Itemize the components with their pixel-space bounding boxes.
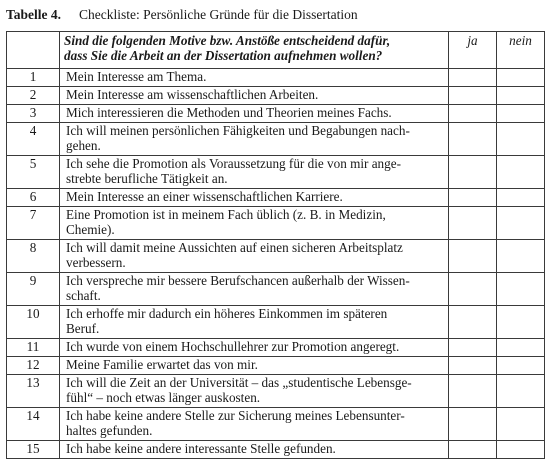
table-row: [7, 156, 545, 189]
row-number: 8: [7, 240, 60, 273]
row-yes-cell[interactable]: [449, 69, 497, 87]
row-motive-line2: gehen.: [66, 138, 101, 153]
table-row: [7, 357, 545, 375]
row-no-cell[interactable]: [497, 306, 545, 339]
checklist-table: [6, 31, 545, 459]
header-number-cell: [7, 32, 60, 69]
row-no-cell[interactable]: [497, 357, 545, 375]
row-motive: [60, 357, 449, 375]
row-motive: [60, 306, 449, 339]
row-motive: [60, 441, 449, 459]
row-motive: [60, 87, 449, 105]
row-motive: [60, 69, 449, 87]
row-no-cell[interactable]: [497, 156, 545, 189]
row-motive: [60, 408, 449, 441]
row-no-cell[interactable]: [497, 189, 545, 207]
row-motive-line2: Chemie).: [66, 222, 115, 237]
row-motive-line1: Ich sehe die Promotion als Voraussetzung für die von mir ange-: [66, 156, 401, 171]
row-motive: [60, 240, 449, 273]
row-motive-line1: Ich will die Zeit an der Universität – das „studentische Lebensge-: [66, 375, 412, 390]
row-number: 15: [7, 441, 60, 459]
header-row: [7, 32, 545, 69]
row-no-cell[interactable]: [497, 273, 545, 306]
row-yes-cell[interactable]: [449, 123, 497, 156]
row-motive: [60, 123, 449, 156]
row-yes-cell[interactable]: [449, 357, 497, 375]
table-row: [7, 207, 545, 240]
row-motive-line2: Beruf.: [66, 321, 100, 336]
row-motive: [60, 156, 449, 189]
header-yes: ja: [449, 32, 497, 69]
row-motive-line1: Ich habe keine andere interessante Stelle gefunden.: [66, 441, 336, 456]
row-motive-line2: strebte berufliche Tätigkeit an.: [66, 171, 228, 186]
table-row: [7, 375, 545, 408]
row-yes-cell[interactable]: [449, 105, 497, 123]
row-motive-line1: Meine Familie erwartet das von mir.: [66, 357, 258, 372]
row-number: 2: [7, 87, 60, 105]
row-yes-cell[interactable]: [449, 87, 497, 105]
row-motive-line1: Mein Interesse am Thema.: [66, 69, 207, 84]
row-yes-cell[interactable]: [449, 375, 497, 408]
row-motive: [60, 339, 449, 357]
table-label: Tabelle 4.: [6, 7, 62, 22]
row-number: 7: [7, 207, 60, 240]
row-yes-cell[interactable]: [449, 189, 497, 207]
row-no-cell[interactable]: [497, 207, 545, 240]
row-number: 5: [7, 156, 60, 189]
table-row: [7, 441, 545, 459]
table-title: Checkliste: Persönliche Gründe für die Dissertation: [79, 7, 358, 22]
row-no-cell[interactable]: [497, 339, 545, 357]
row-motive-line2: fühl“ – noch etwas länger auskosten.: [66, 390, 261, 405]
row-motive-line2: verbessern.: [66, 255, 126, 270]
row-motive-line1: Ich wurde von einem Hochschullehrer zur Promotion angeregt.: [66, 339, 400, 354]
row-motive-line1: Ich will meinen persönlichen Fähigkeiten und Begabungen nach-: [66, 123, 410, 138]
table-row: [7, 123, 545, 156]
row-no-cell[interactable]: [497, 441, 545, 459]
row-yes-cell[interactable]: [449, 273, 497, 306]
table-row: [7, 87, 545, 105]
row-motive: [60, 207, 449, 240]
row-number: 12: [7, 357, 60, 375]
row-number: 4: [7, 123, 60, 156]
row-yes-cell[interactable]: [449, 156, 497, 189]
row-yes-cell[interactable]: [449, 339, 497, 357]
row-no-cell[interactable]: [497, 240, 545, 273]
table-row: [7, 306, 545, 339]
row-motive-line2: haltes gefunden.: [66, 423, 153, 438]
row-no-cell[interactable]: [497, 105, 545, 123]
table-row: [7, 273, 545, 306]
row-motive: [60, 375, 449, 408]
row-motive: [60, 273, 449, 306]
table-row: [7, 408, 545, 441]
row-motive: [60, 105, 449, 123]
row-number: 6: [7, 189, 60, 207]
row-number: 1: [7, 69, 60, 87]
row-motive-line1: Mich interessieren die Methoden und Theorien meines Fachs.: [66, 105, 392, 120]
row-motive-line1: Mein Interesse an einer wissenschaftlichen Karriere.: [66, 189, 343, 204]
row-motive-line1: Ich verspreche mir bessere Berufschancen außerhalb der Wissen-: [66, 273, 410, 288]
table-caption: [6, 7, 358, 23]
row-number: 9: [7, 273, 60, 306]
row-no-cell[interactable]: [497, 375, 545, 408]
row-motive-line2: schaft.: [66, 288, 101, 303]
row-yes-cell[interactable]: [449, 441, 497, 459]
row-yes-cell[interactable]: [449, 240, 497, 273]
row-motive: [60, 189, 449, 207]
row-yes-cell[interactable]: [449, 306, 497, 339]
header-question: Sind die folgenden Motive bzw. Anstöße entscheidend dafür, dass Sie die Arbeit an der Dissertation aufnehmen wollen?: [60, 32, 449, 69]
row-no-cell[interactable]: [497, 408, 545, 441]
row-motive-line1: Eine Promotion ist in meinem Fach üblich (z. B. in Medizin,: [66, 207, 386, 222]
row-number: 13: [7, 375, 60, 408]
row-no-cell[interactable]: [497, 87, 545, 105]
row-number: 14: [7, 408, 60, 441]
table-row: [7, 339, 545, 357]
table-row: [7, 240, 545, 273]
row-motive-line1: Ich habe keine andere Stelle zur Sicherung meines Lebensunter-: [66, 408, 405, 423]
row-motive-line1: Ich will damit meine Aussichten auf einen sicheren Arbeitsplatz: [66, 240, 403, 255]
row-no-cell[interactable]: [497, 69, 545, 87]
row-number: 3: [7, 105, 60, 123]
table-row: [7, 189, 545, 207]
table-row: [7, 69, 545, 87]
row-yes-cell[interactable]: [449, 408, 497, 441]
header-no: nein: [497, 32, 545, 69]
row-yes-cell[interactable]: [449, 207, 497, 240]
row-motive-line1: Mein Interesse am wissenschaftlichen Arbeiten.: [66, 87, 319, 102]
table-row: [7, 105, 545, 123]
row-motive-line1: Ich erhoffe mir dadurch ein höheres Einkommen im späteren: [66, 306, 388, 321]
row-number: 10: [7, 306, 60, 339]
row-no-cell[interactable]: [497, 123, 545, 156]
row-number: 11: [7, 339, 60, 357]
